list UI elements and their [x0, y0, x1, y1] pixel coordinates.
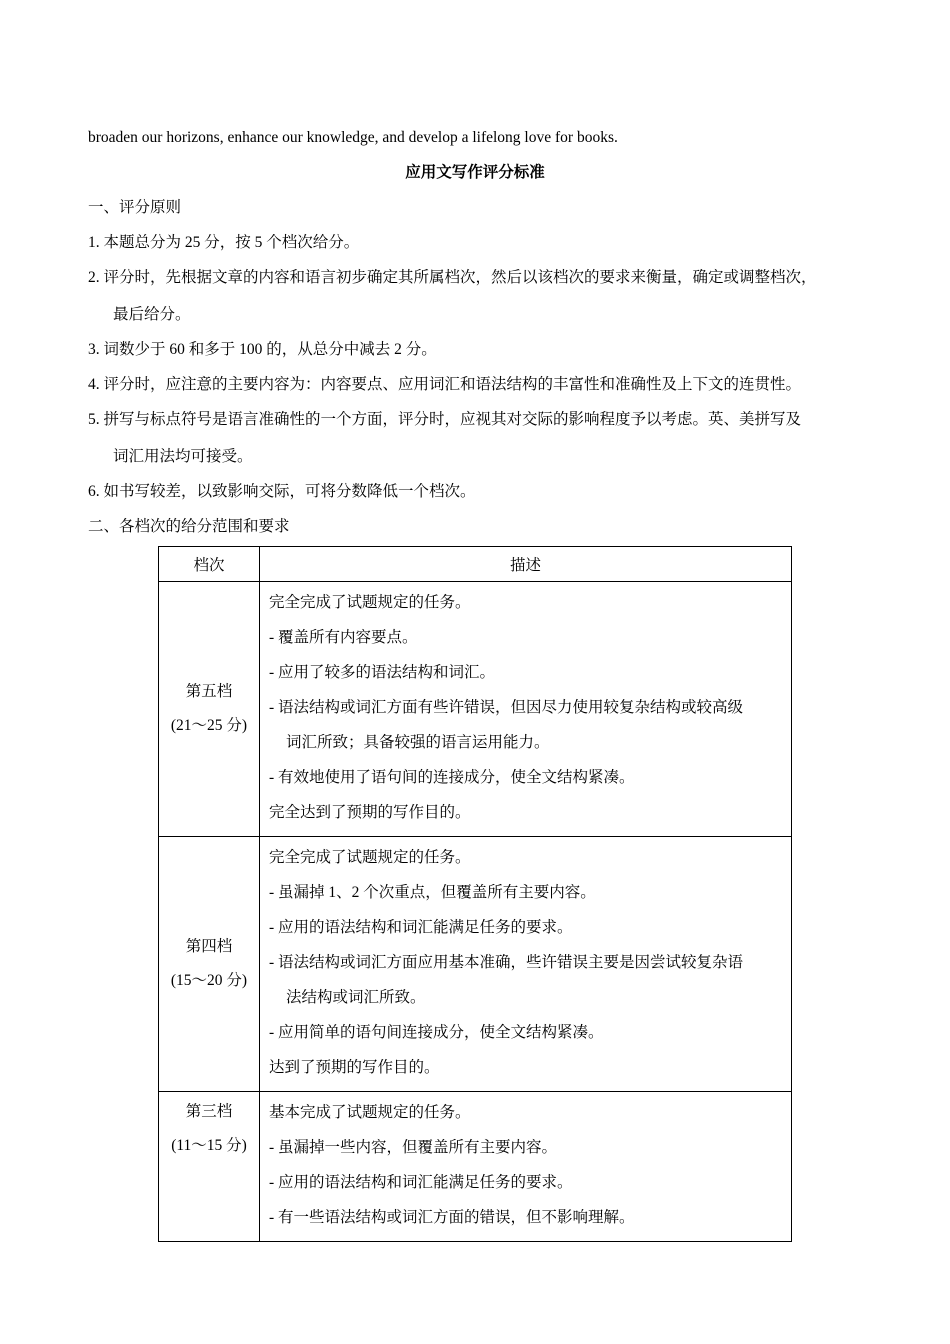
description-line: 法结构或词汇所致。: [286, 989, 426, 1006]
description-line: 完全达到了预期的写作目的。: [269, 804, 471, 821]
intro-tail-text: broaden our horizons, enhance our knowledge, and develop a lifelong love for books.: [88, 129, 618, 146]
section2-heading: 二、各档次的给分范围和要求: [88, 518, 290, 535]
table-row: [159, 837, 792, 1092]
description-line: - 有一些语法结构或词汇方面的错误，但不影响理解。: [269, 1209, 635, 1226]
principle-item-3: 3. 词数少于 60 和多于 100 的，从总分中减去 2 分。: [88, 341, 437, 358]
level-cell: [159, 582, 260, 837]
principle-item-6: 6. 如书写较差，以致影响交际，可将分数降低一个档次。: [88, 483, 476, 500]
level-range: (21～25 分): [170, 717, 248, 734]
principle-item-4: 4. 评分时，应注意的主要内容为：内容要点、应用词汇和语法结构的丰富性和准确性及上下文的连贯性。: [88, 376, 802, 393]
table-header-row: [159, 547, 792, 582]
description-line: - 语法结构或词汇方面应用基本准确，些许错误主要是因尝试较复杂语: [269, 954, 744, 971]
description-line: - 语法结构或词汇方面有些许错误，但因尽力使用较复杂结构或较高级: [269, 699, 744, 716]
level-name: 第四档: [185, 938, 233, 955]
level-range: (11～15 分): [171, 1137, 247, 1154]
table-row: [159, 1092, 792, 1242]
description-line: - 虽漏掉 1、2 个次重点，但覆盖所有主要内容。: [269, 884, 596, 901]
description-cell: [260, 582, 792, 837]
description-line: 词汇所致；具备较强的语言运用能力。: [286, 734, 550, 751]
description-line: - 虽漏掉一些内容，但覆盖所有主要内容。: [269, 1139, 558, 1156]
principle-item-5: 5. 拼写与标点符号是语言准确性的一个方面，评分时，应视其对交际的影响程度予以考虑。英、美拼写及: [88, 411, 802, 428]
description-line: - 有效地使用了语句间的连接成分，使全文结构紧凑。: [269, 769, 635, 786]
description-line: 完全完成了试题规定的任务。: [269, 594, 471, 611]
description-line: - 应用的语法结构和词汇能满足任务的要求。: [269, 1174, 573, 1191]
section1-heading: 一、评分原则: [88, 199, 182, 216]
document-title: 应用文写作评分标准: [405, 164, 545, 181]
level-range: (15～20 分): [170, 972, 248, 989]
description-line: - 覆盖所有内容要点。: [269, 629, 418, 646]
description-line: - 应用简单的语句间连接成分，使全文结构紧凑。: [269, 1024, 604, 1041]
description-line: - 应用了较多的语法结构和词汇。: [269, 664, 496, 681]
principle-item-2-cont: 最后给分。: [113, 306, 191, 323]
description-line: 基本完成了试题规定的任务。: [269, 1104, 471, 1121]
description-line: - 应用的语法结构和词汇能满足任务的要求。: [269, 919, 573, 936]
table-row: [159, 582, 792, 837]
level-name: 第五档: [185, 683, 233, 700]
description-cell: [260, 837, 792, 1092]
level-cell: [159, 1092, 260, 1242]
principle-item-1: 1. 本题总分为 25 分，按 5 个档次给分。: [88, 234, 360, 251]
principle-item-2: 2. 评分时，先根据文章的内容和语言初步确定其所属档次，然后以该档次的要求来衡量，确定或调整档次，: [88, 269, 817, 286]
description-cell: [260, 1092, 792, 1242]
header-description: 描述: [260, 547, 792, 582]
description-line: 完全完成了试题规定的任务。: [269, 849, 471, 866]
principle-item-5-cont: 词汇用法均可接受。: [113, 448, 253, 465]
level-name: 第三档: [185, 1103, 233, 1120]
header-level: 档次: [159, 547, 260, 582]
level-cell: [159, 837, 260, 1092]
description-line: 达到了预期的写作目的。: [269, 1059, 440, 1076]
grading-table: [158, 546, 792, 1242]
